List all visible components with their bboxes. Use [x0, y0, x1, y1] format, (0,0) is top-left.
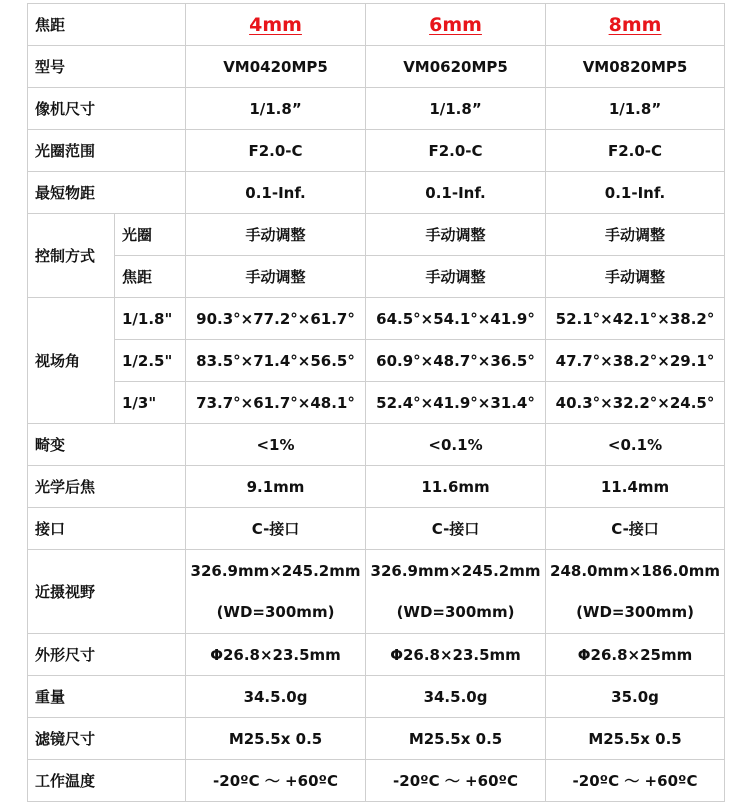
cell: 手动调整 — [186, 256, 366, 298]
table-row — [28, 676, 725, 718]
cell: 0.1-Inf. — [186, 172, 366, 214]
row-label: 光圈范围 — [28, 130, 186, 172]
cell: 64.5°×54.1°×41.9° — [366, 298, 546, 340]
cell: 手动调整 — [546, 214, 725, 256]
sub-label: 1/3" — [115, 382, 186, 424]
header-row — [28, 4, 725, 46]
table-row — [28, 466, 725, 508]
cell: 60.9°×48.7°×36.5° — [366, 340, 546, 382]
cell: -20ºC ～ +60ºC — [186, 760, 366, 802]
table-row — [28, 130, 725, 172]
cell: 52.4°×41.9°×31.4° — [366, 382, 546, 424]
cell: <0.1% — [546, 424, 725, 466]
row-label: 工作温度 — [28, 760, 186, 802]
table-row — [28, 382, 725, 424]
cell-line: (WD=300mm) — [576, 602, 694, 621]
table-row — [28, 298, 725, 340]
model-6mm-heading: 6mm — [366, 4, 546, 46]
row-label: 像机尺寸 — [28, 88, 186, 130]
cell — [546, 550, 725, 634]
cell: Φ26.8×25mm — [546, 634, 725, 676]
cell: F2.0-C — [366, 130, 546, 172]
sub-label: 1/1.8" — [115, 298, 186, 340]
sub-label: 1/2.5" — [115, 340, 186, 382]
table-row — [28, 172, 725, 214]
spec-table — [27, 3, 725, 802]
cell: 83.5°×71.4°×56.5° — [186, 340, 366, 382]
row-label: 滤镜尺寸 — [28, 718, 186, 760]
cell: C-接口 — [546, 508, 725, 550]
cell: M25.5x 0.5 — [546, 718, 725, 760]
table-row — [28, 634, 725, 676]
table-row — [28, 256, 725, 298]
cell: 34.5.0g — [366, 676, 546, 718]
cell: <0.1% — [366, 424, 546, 466]
sub-label: 光圈 — [115, 214, 186, 256]
row-label: 型号 — [28, 46, 186, 88]
cell: 0.1-Inf. — [366, 172, 546, 214]
cell: 47.7°×38.2°×29.1° — [546, 340, 725, 382]
cell: Φ26.8×23.5mm — [186, 634, 366, 676]
sub-label: 焦距 — [115, 256, 186, 298]
cell: 52.1°×42.1°×38.2° — [546, 298, 725, 340]
row-label: 近摄视野 — [28, 550, 186, 634]
cell — [366, 550, 546, 634]
row-label: 外形尺寸 — [28, 634, 186, 676]
cell: 1/1.8” — [546, 88, 725, 130]
model-8mm-heading: 8mm — [546, 4, 725, 46]
table-row — [28, 46, 725, 88]
cell-line: (WD=300mm) — [396, 602, 515, 621]
header-label: 焦距 — [28, 4, 186, 46]
cell: 90.3°×77.2°×61.7° — [186, 298, 366, 340]
cell-line: 326.9mm×245.2mm — [370, 561, 541, 580]
table-row — [28, 424, 725, 466]
cell: C-接口 — [366, 508, 546, 550]
table-row — [28, 214, 725, 256]
cell: 1/1.8” — [186, 88, 366, 130]
cell: VM0820MP5 — [546, 46, 725, 88]
cell-line: 326.9mm×245.2mm — [190, 561, 361, 580]
cell: 手动调整 — [186, 214, 366, 256]
table-row — [28, 550, 725, 634]
cell: 11.6mm — [366, 466, 546, 508]
row-label: 接口 — [28, 508, 186, 550]
cell: 手动调整 — [366, 256, 546, 298]
cell: -20ºC ～ +60ºC — [366, 760, 546, 802]
cell: 0.1-Inf. — [546, 172, 725, 214]
cell: M25.5x 0.5 — [186, 718, 366, 760]
row-label: 视场角 — [28, 298, 115, 424]
row-label: 重量 — [28, 676, 186, 718]
model-4mm-heading: 4mm — [186, 4, 366, 46]
table-row — [28, 508, 725, 550]
cell: 手动调整 — [366, 214, 546, 256]
table-row — [28, 88, 725, 130]
cell: 1/1.8” — [366, 88, 546, 130]
cell: 34.5.0g — [186, 676, 366, 718]
row-label: 畸变 — [28, 424, 186, 466]
cell: F2.0-C — [186, 130, 366, 172]
cell: 35.0g — [546, 676, 725, 718]
cell: VM0420MP5 — [186, 46, 366, 88]
row-label: 最短物距 — [28, 172, 186, 214]
cell-line: (WD=300mm) — [216, 602, 335, 621]
cell: -20ºC ～ +60ºC — [546, 760, 725, 802]
cell: 9.1mm — [186, 466, 366, 508]
row-label: 控制方式 — [28, 214, 115, 298]
cell: 11.4mm — [546, 466, 725, 508]
cell: 40.3°×32.2°×24.5° — [546, 382, 725, 424]
cell: F2.0-C — [546, 130, 725, 172]
cell: 73.7°×61.7°×48.1° — [186, 382, 366, 424]
table-row — [28, 718, 725, 760]
cell: <1% — [186, 424, 366, 466]
cell — [186, 550, 366, 634]
row-label: 光学后焦 — [28, 466, 186, 508]
cell: 手动调整 — [546, 256, 725, 298]
cell: M25.5x 0.5 — [366, 718, 546, 760]
cell: Φ26.8×23.5mm — [366, 634, 546, 676]
cell: C-接口 — [186, 508, 366, 550]
cell-line: 248.0mm×186.0mm — [550, 561, 720, 580]
table-row — [28, 340, 725, 382]
table-row — [28, 760, 725, 802]
cell: VM0620MP5 — [366, 46, 546, 88]
